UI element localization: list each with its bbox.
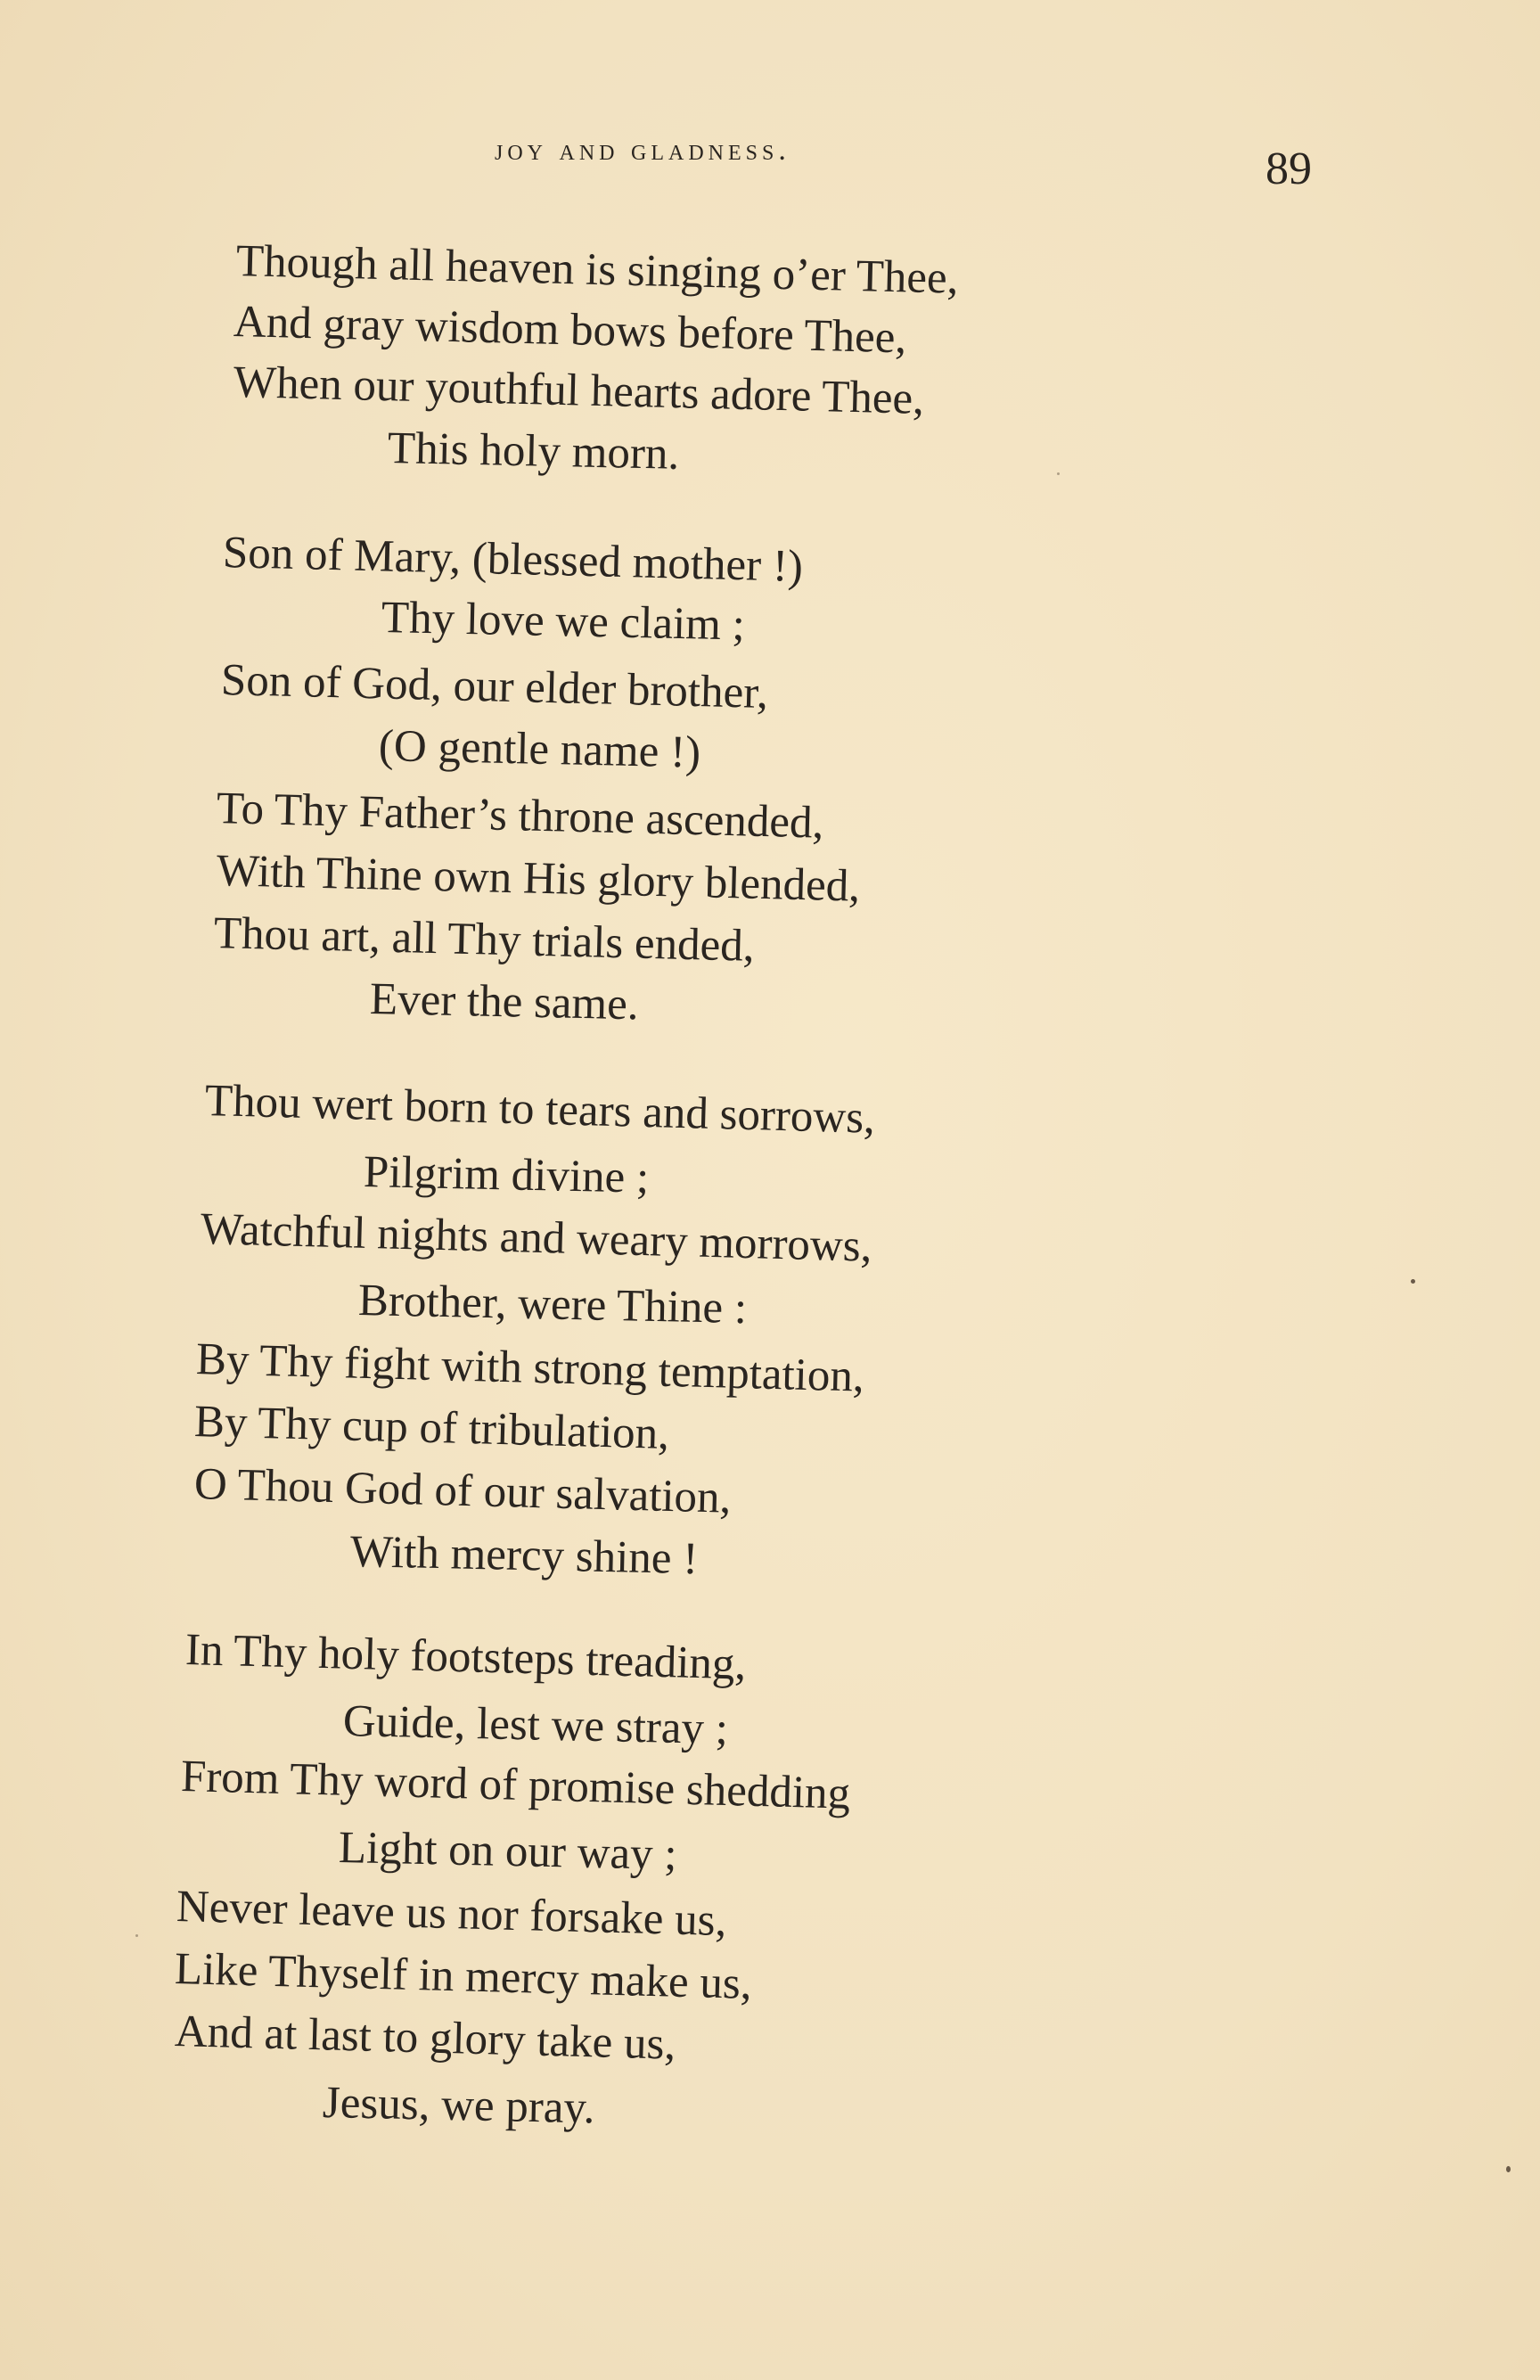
verse-line: Son of Mary, (blessed mother !) <box>222 528 804 592</box>
verse-line: Brother, were Thine : <box>357 1276 748 1334</box>
verse-line: Thy love we claim ; <box>381 593 746 651</box>
verse-line: Jesus, we pray. <box>322 2078 595 2134</box>
verse-line: Never leave us nor forsake us, <box>176 1882 727 1947</box>
verse-line: (O gentle name !) <box>378 721 701 778</box>
verse-line: By Thy cup of tribulation, <box>193 1397 670 1459</box>
verse-line: Ever the same. <box>369 974 640 1030</box>
verse-line: Pilgrim divine ; <box>363 1147 650 1203</box>
verse-line: Like Thyself in mercy make us, <box>174 1944 753 2009</box>
verse-line: In Thy holy footsteps treading, <box>184 1625 747 1690</box>
paper-speck <box>1057 472 1060 475</box>
verse-line: Thou wert born to tears and sorrows, <box>204 1076 876 1144</box>
verse-line: This holy morn. <box>387 423 680 480</box>
running-title: joy and gladness. <box>495 134 790 167</box>
verse-line: To Thy Father’s throne ascended, <box>216 784 824 849</box>
verse-line: By Thy fight with strong temptation, <box>195 1334 865 1402</box>
verse-line: With mercy shine ! <box>349 1527 699 1585</box>
verse-line: And at last to glory take us, <box>174 2007 676 2070</box>
verse-line: O Thou God of our salvation, <box>193 1459 733 1523</box>
verse-line: Guide, lest we stray ; <box>342 1696 729 1755</box>
verse-line: Thou art, all Thy trials ended, <box>213 908 756 972</box>
verse-line: Though all heaven is singing o’er Thee, <box>235 236 960 304</box>
paper-speck <box>1506 2166 1511 2172</box>
paper-speck <box>135 1934 138 1937</box>
verse-line: With Thine own His glory blended, <box>216 846 861 912</box>
verse-line: When our youthful hearts adore Thee, <box>233 357 925 424</box>
paper-speck <box>1411 1279 1415 1284</box>
verse-line: And gray wisdom bows before Thee, <box>233 297 907 364</box>
verse-line: Son of God, our elder brother, <box>220 655 769 718</box>
page-number: 89 <box>1266 144 1312 194</box>
verse-line: From Thy word of promise shedding <box>180 1752 851 1819</box>
verse-line: Watchful nights and weary morrows, <box>200 1204 873 1272</box>
verse-line: Light on our way ; <box>338 1823 678 1880</box>
